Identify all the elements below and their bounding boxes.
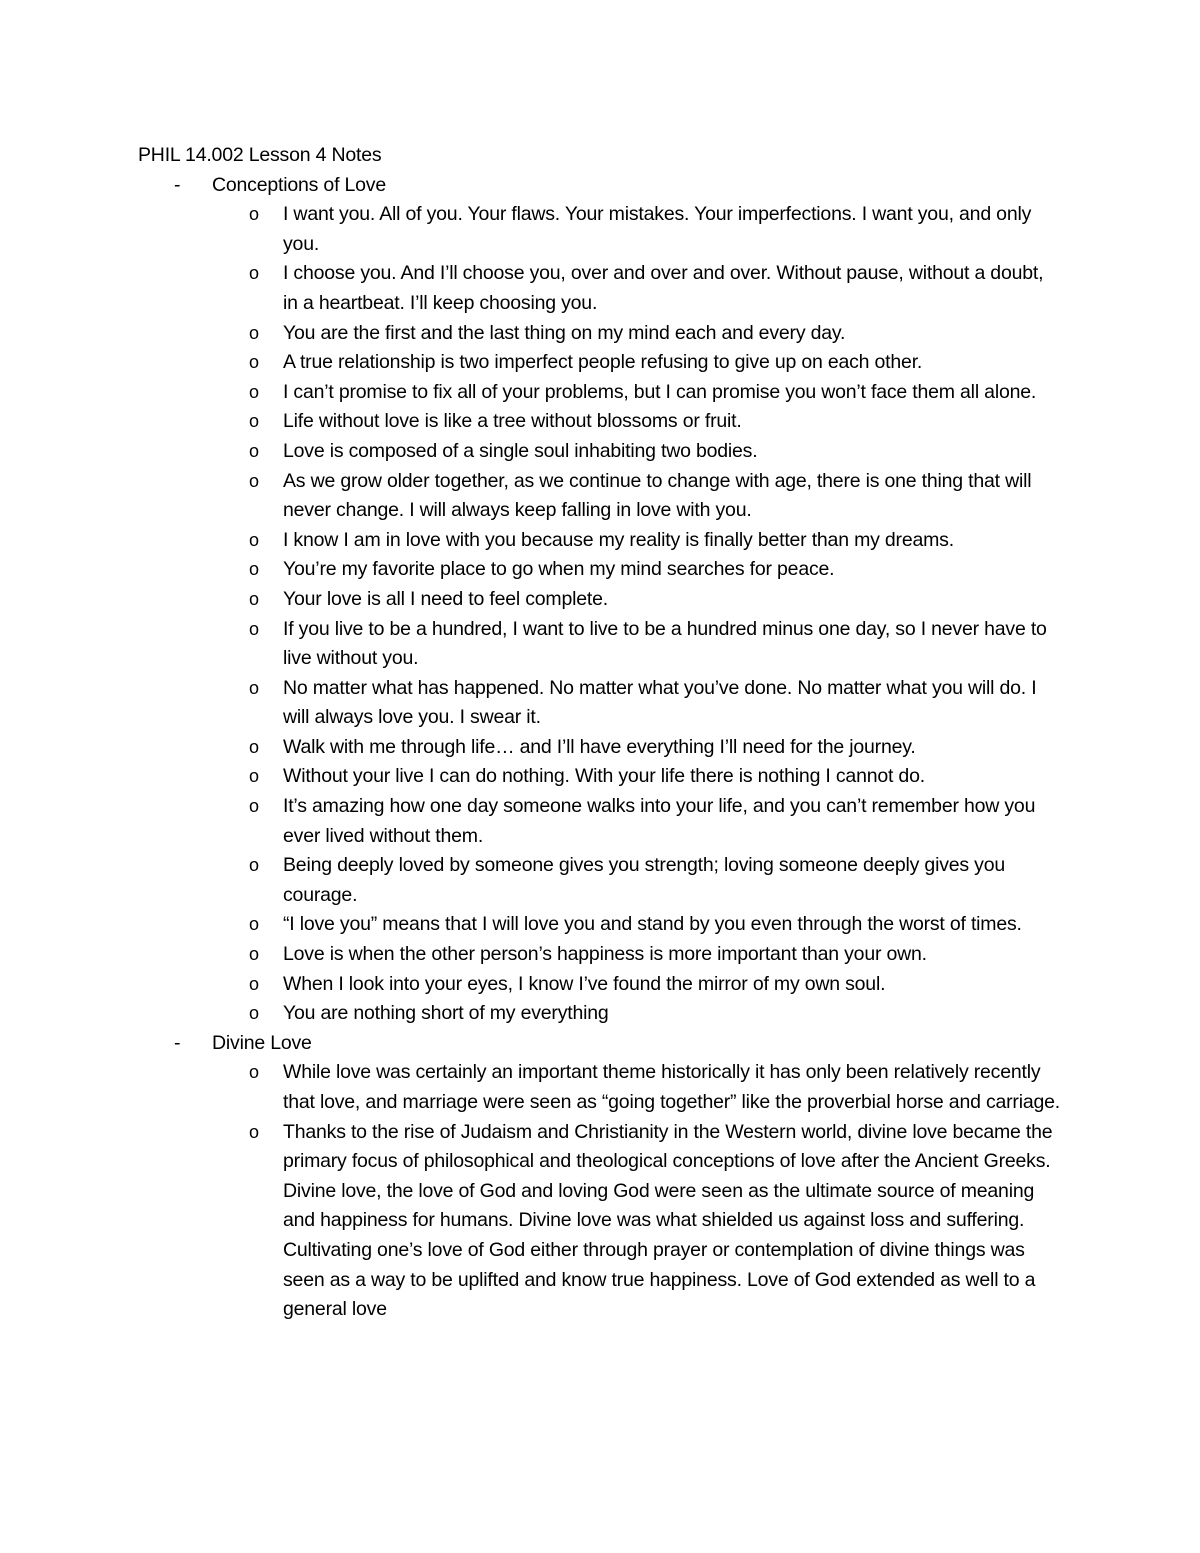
- list-item: [138, 733, 1068, 763]
- list-item-text: Walk with me through life… and I’ll have everything I’ll need for the journey.: [283, 735, 916, 758]
- list-item: [138, 259, 1068, 318]
- circle-bullet: o: [249, 736, 259, 757]
- list-item: [138, 526, 1068, 556]
- list-item: [138, 585, 1068, 615]
- list-item-text: It’s amazing how one day someone walks into your life, and you can’t remember how you ever lived without them.: [283, 795, 1036, 847]
- list-item-text: Your love is all I need to feel complete.: [283, 587, 608, 610]
- circle-bullet: o: [249, 855, 259, 876]
- list-item: [138, 555, 1068, 585]
- circle-bullet: o: [249, 263, 259, 284]
- sections-container: [138, 171, 1068, 1325]
- list-item: [138, 200, 1068, 259]
- circle-bullet: o: [249, 1062, 259, 1083]
- list-item: [138, 999, 1068, 1029]
- circle-bullet: o: [249, 914, 259, 935]
- circle-bullet: o: [249, 796, 259, 817]
- section-heading-text: Conceptions of Love: [212, 173, 386, 196]
- list-item: [138, 1058, 1068, 1117]
- circle-bullet: o: [249, 559, 259, 580]
- circle-bullet: o: [249, 677, 259, 698]
- circle-bullet: o: [249, 440, 259, 461]
- list-item: [138, 467, 1068, 526]
- section-heading: [138, 171, 1068, 201]
- list-item-text: Life without love is like a tree without blossoms or fruit.: [283, 410, 742, 433]
- list-item: [138, 851, 1068, 910]
- list-item: [138, 674, 1068, 733]
- list-item: [138, 615, 1068, 674]
- circle-bullet: o: [249, 944, 259, 965]
- document-content: [138, 141, 1068, 1325]
- circle-bullet: o: [249, 766, 259, 787]
- section: [138, 171, 1068, 1029]
- list-item: [138, 348, 1068, 378]
- list-item-text: A true relationship is two imperfect people refusing to give up on each other.: [283, 351, 923, 374]
- bullet-list: [138, 200, 1068, 1029]
- list-item: [138, 319, 1068, 349]
- list-item-text: You are nothing short of my everything: [283, 1002, 609, 1025]
- list-item: [138, 407, 1068, 437]
- list-item: [138, 378, 1068, 408]
- circle-bullet: o: [249, 352, 259, 373]
- dash-bullet: -: [174, 173, 181, 196]
- list-item: [138, 940, 1068, 970]
- list-item-text: You are the first and the last thing on my mind each and every day.: [283, 321, 846, 344]
- list-item-text: Being deeply loved by someone gives you strength; loving someone deeply gives you courage.: [283, 854, 1006, 906]
- circle-bullet: o: [249, 973, 259, 994]
- list-item-text: Love is when the other person’s happiness is more important than your own.: [283, 943, 927, 966]
- list-item-text: “I love you” means that I will love you and stand by you even through the worst of times.: [283, 913, 1022, 936]
- list-item-text: Thanks to the rise of Judaism and Christianity in the Western world, divine love became the primary focus of philosophical and theological conceptions of love after the Ancient Greeks. Divine love, the love of God and loving God were seen as the ultimate source of meaning and happiness for humans. Divine love was what shielded us against loss and suffering. Cultivating one’s love of God either through prayer or contemplation of divine things was seen as a way to be uplifted and know true happiness. Love of God extended as well to a general love: [283, 1120, 1053, 1321]
- list-item-text: You’re my favorite place to go when my mind searches for peace.: [283, 558, 835, 581]
- circle-bullet: o: [249, 529, 259, 550]
- list-item: [138, 792, 1068, 851]
- list-item: [138, 910, 1068, 940]
- circle-bullet: o: [249, 618, 259, 639]
- list-item: [138, 1118, 1068, 1325]
- list-item: [138, 762, 1068, 792]
- bullet-list: [138, 1058, 1068, 1324]
- circle-bullet: o: [249, 1121, 259, 1142]
- section: [138, 1029, 1068, 1325]
- circle-bullet: o: [249, 204, 259, 225]
- circle-bullet: o: [249, 411, 259, 432]
- circle-bullet: o: [249, 588, 259, 609]
- list-item-text: I choose you. And I’ll choose you, over and over and over. Without pause, without a doubt, in a heartbeat. I’ll keep choosing you.: [283, 262, 1044, 314]
- circle-bullet: o: [249, 381, 259, 402]
- list-item: [138, 970, 1068, 1000]
- circle-bullet: o: [249, 1003, 259, 1024]
- list-item-text: Love is composed of a single soul inhabiting two bodies.: [283, 439, 758, 462]
- list-item-text: When I look into your eyes, I know I’ve found the mirror of my own soul.: [283, 972, 886, 995]
- list-item-text: As we grow older together, as we continue to change with age, there is one thing that will never change. I will always keep falling in love with you.: [283, 469, 1032, 522]
- list-item-text: While love was certainly an important theme historically it has only been relatively recently that love, and marriage were seen as “going together” like the proverbial horse and carriage.: [283, 1061, 1061, 1113]
- circle-bullet: o: [249, 322, 259, 343]
- document-title: PHIL 14.002 Lesson 4 Notes: [138, 144, 382, 166]
- list-item-text: No matter what has happened. No matter what you’ve done. No matter what you will do. I will always love you. I swear it.: [283, 676, 1037, 729]
- list-item-text: I want you. All of you. Your flaws. Your mistakes. Your imperfections. I want you, and only you.: [283, 203, 1032, 255]
- list-item: [138, 437, 1068, 467]
- dash-bullet: -: [174, 1031, 181, 1054]
- list-item-text: I know I am in love with you because my reality is finally better than my dreams.: [283, 528, 954, 551]
- list-item-text: Without your live I can do nothing. With your life there is nothing I cannot do.: [283, 765, 925, 788]
- circle-bullet: o: [249, 470, 259, 491]
- list-item-text: I can’t promise to fix all of your problems, but I can promise you won’t face them all alone.: [283, 380, 1037, 403]
- section-heading-text: Divine Love: [212, 1031, 312, 1054]
- section-heading: [138, 1029, 1068, 1059]
- list-item-text: If you live to be a hundred, I want to live to be a hundred minus one day, so I never have to live without you.: [283, 617, 1047, 670]
